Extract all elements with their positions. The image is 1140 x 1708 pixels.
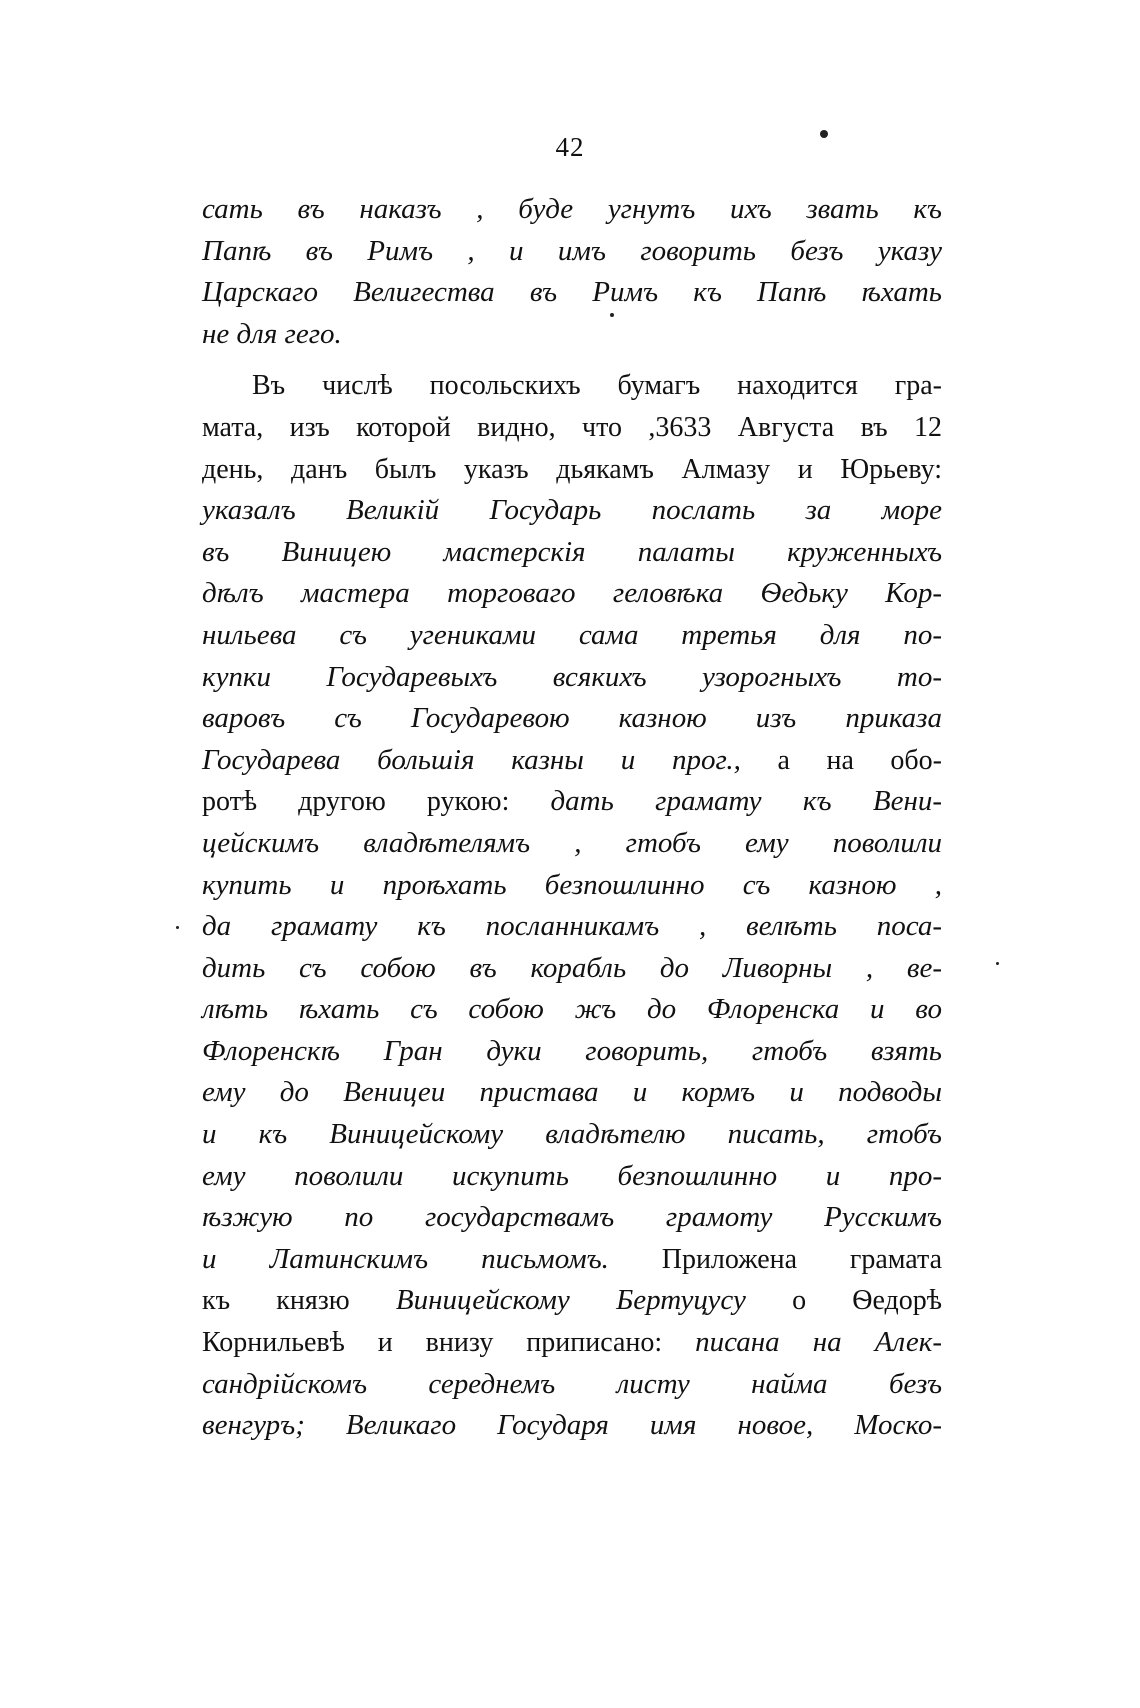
roman-segment: а на обо-	[740, 744, 942, 776]
text-line	[202, 271, 942, 313]
italic-segment: указалъ Великій Государь послать за море	[202, 494, 942, 527]
italic-segment: сать въ наказъ , буде угнутъ ихъ звать къ	[202, 193, 942, 225]
ink-speck	[996, 962, 999, 965]
text-line	[202, 188, 942, 230]
text-line	[202, 656, 942, 698]
italic-segment: Папѣ въ Римъ , и имъ говорить безъ указу	[202, 234, 942, 267]
italic-segment: не для гего.	[202, 317, 342, 350]
italic-segment: писана на Алек-	[695, 1326, 942, 1359]
text-line	[202, 1404, 942, 1446]
italic-segment: нильева съ угениками сама третья для по-	[202, 618, 942, 651]
italic-segment: венгуръ; Великаго Государя имя новое, Моско-	[202, 1409, 942, 1442]
text-line	[202, 988, 942, 1030]
italic-segment: и къ Виницейскому владѣтелю писать, гтобъ	[202, 1118, 942, 1151]
text-line	[202, 780, 942, 822]
italic-segment: варовъ съ Государевою казною изъ приказа	[202, 702, 942, 735]
roman-segment: къ князю	[202, 1285, 396, 1317]
paragraph-gap	[202, 354, 942, 364]
text-line	[202, 572, 942, 614]
text-line	[202, 448, 942, 490]
italic-segment: Виницейскому Бертуцусу	[395, 1284, 746, 1317]
italic-segment: ему до Веницеи пристава и кормъ и подводы	[202, 1076, 942, 1109]
body-text	[202, 188, 942, 1446]
italic-segment: купки Государевыхъ всякихъ узорогныхъ то-	[202, 660, 942, 693]
text-line	[202, 1113, 942, 1155]
roman-segment: ротѣ другою рукою:	[202, 786, 551, 818]
text-line	[202, 947, 942, 989]
italic-segment: и Латинскимъ письмомъ.	[202, 1242, 609, 1275]
ink-speck	[610, 313, 614, 317]
text-line	[202, 1196, 942, 1238]
ink-speck	[176, 926, 179, 929]
roman-segment: Въ числѣ посольскихъ бумагъ находится гра-	[252, 370, 942, 402]
roman-segment: Приложена грамата	[608, 1243, 942, 1275]
text-line	[202, 1155, 942, 1197]
text-line	[202, 406, 942, 448]
text-line	[202, 864, 942, 906]
text-line	[202, 614, 942, 656]
text-line	[202, 1071, 942, 1113]
italic-segment: ему поволили искупить безпошлинно и про-	[202, 1159, 942, 1192]
italic-segment: сандрійскомъ середнемъ листу найма безъ	[202, 1367, 942, 1400]
text-line	[202, 364, 942, 406]
text-line	[202, 230, 942, 272]
text-line	[202, 531, 942, 573]
roman-segment: мата, изъ которой видно, что ,3633 Августа въ 12	[202, 411, 942, 443]
italic-segment: Флоренскѣ Гран дуки говорить, гтобъ взять	[202, 1034, 942, 1067]
italic-segment: дѣлъ мастера торговаго геловѣка Ѳедьку Кор-	[202, 577, 942, 610]
italic-segment: въ Виницею мастерскія палаты круженныхъ	[202, 535, 942, 568]
italic-segment: Царскаго Велигества въ Римъ къ Папѣ ѣхать	[202, 276, 942, 309]
text-line	[202, 313, 942, 355]
roman-segment: о Ѳедорѣ	[745, 1285, 943, 1317]
text-line	[202, 697, 942, 739]
italic-segment: лѣть ѣхать съ собою жъ до Флоренска и во	[202, 993, 942, 1026]
roman-segment: Корнильевѣ и внизу приписано:	[202, 1327, 696, 1359]
ink-speck	[820, 130, 828, 138]
italic-segment: ѣзжую по государствамъ грамоту Русскимъ	[202, 1201, 942, 1234]
text-line	[202, 1030, 942, 1072]
roman-segment: день, данъ былъ указъ дьякамъ Алмазу и Юрьеву:	[202, 453, 942, 485]
text-line	[202, 1363, 942, 1405]
text-line	[202, 822, 942, 864]
italic-segment: да грамату къ посланникамъ , велѣть поса-	[202, 910, 942, 943]
italic-segment: Государева большія казны и прог.,	[202, 743, 741, 776]
text-line	[202, 905, 942, 947]
italic-segment: дить съ собою въ корабль до Ливорны , ве-	[202, 951, 942, 984]
italic-segment: цейскимъ владѣтелямъ , гтобъ ему поволили	[202, 826, 942, 859]
text-line	[202, 739, 942, 781]
italic-segment: дать грамату къ Вени-	[550, 785, 942, 818]
text-line	[202, 1238, 942, 1280]
text-line	[202, 489, 942, 531]
text-line	[202, 1321, 942, 1363]
text-line	[202, 1279, 942, 1321]
page-number: 42	[555, 132, 585, 162]
italic-segment: купить и проѣхать безпошлинно съ казною ,	[202, 868, 942, 901]
